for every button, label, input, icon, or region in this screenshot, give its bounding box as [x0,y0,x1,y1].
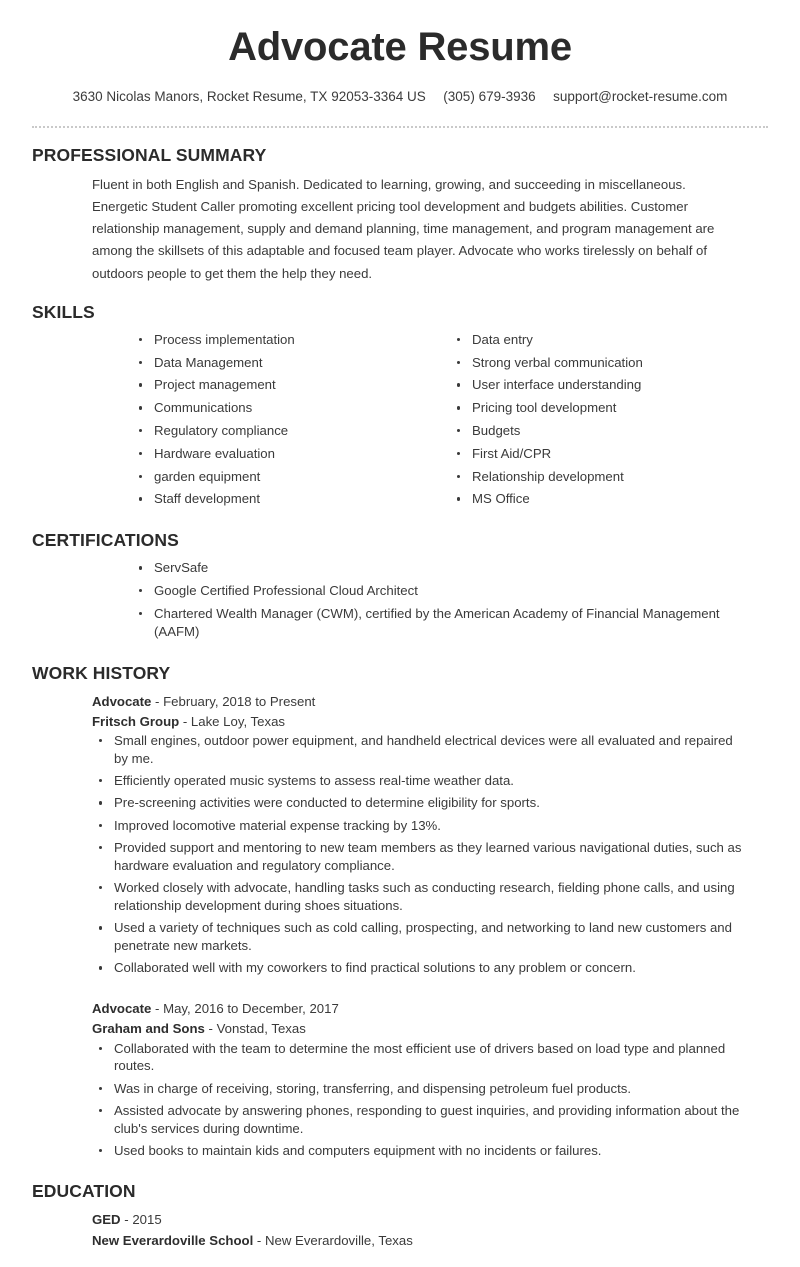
resume-header [0,0,800,107]
list-item: Used a variety of techniques such as cold calling, prospecting, and networking to land new customers and penetrate new markets. [92,919,768,955]
skills-column-left [132,331,450,514]
education-degree: GED [92,1212,121,1228]
job-title-line [92,999,768,1019]
education-body [32,1210,768,1267]
contact-email: support@rocket-resume.com [553,89,728,104]
contact-phone: (305) 679-3936 [443,89,536,104]
job-company-line [92,1019,768,1039]
job-separator: - [179,713,191,729]
list-item: Budgets [450,422,768,440]
work-history-body [32,692,768,1160]
job-entry [92,692,768,978]
list-item: Regulatory compliance [132,422,450,440]
contact-line [0,88,800,107]
job-dates: May, 2016 to December, 2017 [163,1001,339,1017]
list-item: Improved locomotive material expense tracking by 13%. [92,817,768,835]
job-separator: - [151,1001,164,1017]
job-separator: - [151,693,164,709]
section-heading-education: EDUCATION [32,1181,136,1202]
list-item: Collaborated with the team to determine the most efficient use of drivers based on load type and planned routes. [92,1040,768,1076]
list-item: Small engines, outdoor power equipment, and handheld electrical devices were all evaluated and repaired by me. [92,732,768,768]
job-title-line [92,692,768,712]
section-skills [0,285,800,514]
page-title: Advocate Resume [228,25,572,69]
list-item: MS Office [450,490,768,508]
education-degree-line [92,1210,768,1230]
list-item: ServSafe [132,559,768,577]
section-work-history [0,646,800,1160]
summary-body [32,174,768,285]
list-item: Provided support and mentoring to new team members as they learned various navigational duties, such as hardware evaluation and regulatory compliance. [92,839,768,875]
list-item: Chartered Wealth Manager (CWM), certified by the American Academy of Financial Management (AAFM) [132,605,768,641]
list-item: Communications [132,399,450,417]
job-bullets-list [92,1040,768,1160]
list-item: First Aid/CPR [450,445,768,463]
skills-columns [32,331,768,514]
section-certifications [0,513,800,640]
education-school-line [92,1231,768,1251]
job-entry [92,999,768,1160]
list-item: Used books to maintain kids and computers equipment with no incidents or failures. [92,1142,768,1160]
job-company: Graham and Sons [92,1021,205,1037]
job-company-line [92,712,768,732]
section-heading-summary: PROFESSIONAL SUMMARY [32,144,267,165]
job-location: Lake Loy, Texas [190,713,286,729]
section-heading-skills: SKILLS [32,301,95,322]
education-separator: - [120,1212,133,1228]
list-item: Google Certified Professional Cloud Architect [132,582,768,600]
section-education [0,1164,800,1267]
list-item: Strong verbal communication [450,354,768,372]
job-location: Vonstad, Texas [216,1021,306,1037]
job-company: Fritsch Group [92,713,180,729]
certifications-body [32,559,768,640]
list-item: Data Management [132,354,450,372]
section-heading-work-history: WORK HISTORY [32,662,171,683]
list-item: Assisted advocate by answering phones, responding to guest inquiries, and providing information about the club's services during downtime. [92,1102,768,1138]
job-title: Advocate [92,693,152,709]
list-item: Hardware evaluation [132,445,450,463]
skills-list-left [132,331,450,509]
list-item: Pricing tool development [450,399,768,417]
list-item: Process implementation [132,331,450,349]
education-school: New Everardoville School [92,1232,254,1248]
certifications-list [132,559,768,640]
section-heading-certifications: CERTIFICATIONS [32,530,179,551]
list-item: garden equipment [132,468,450,486]
list-item: Data entry [450,331,768,349]
contact-address: 3630 Nicolas Manors, Rocket Resume, TX 92053-3364 US [72,89,426,104]
list-item: Collaborated well with my coworkers to find practical solutions to any problem or concern. [92,959,768,977]
list-item: Staff development [132,490,450,508]
skills-column-right [450,331,768,514]
job-title: Advocate [92,1001,152,1017]
job-separator: - [204,1021,217,1037]
list-item: Relationship development [450,468,768,486]
section-professional-summary [0,128,800,285]
education-separator: - [253,1232,265,1248]
list-item: Pre-screening activities were conducted to determine eligibility for sports. [92,794,768,812]
education-location: New Everardoville, Texas [264,1232,413,1248]
skills-list-right [450,331,768,509]
list-item: Project management [132,376,450,394]
job-bullets-list [92,732,768,977]
list-item: User interface understanding [450,376,768,394]
education-year: 2015 [132,1212,162,1228]
list-item: Efficiently operated music systems to assess real-time weather data. [92,772,768,790]
job-dates: February, 2018 to Present [163,693,316,709]
list-item: Was in charge of receiving, storing, transferring, and dispensing petroleum fuel products. [92,1080,768,1098]
list-item: Worked closely with advocate, handling tasks such as conducting research, fielding phone calls, and using relationship development during shoes situations. [92,879,768,915]
summary-text: Fluent in both English and Spanish. Dedicated to learning, growing, and succeeding in miscellaneous. Energetic Student Caller promoting excellent pricing tool development and budgets abilities. Customer relationship management, supply and demand planning, time management, and program management are among the skillsets of this adaptable and focused team player. Advocate who works tirelessly on behalf of outdoors people to get them the help they need. [92,176,715,281]
